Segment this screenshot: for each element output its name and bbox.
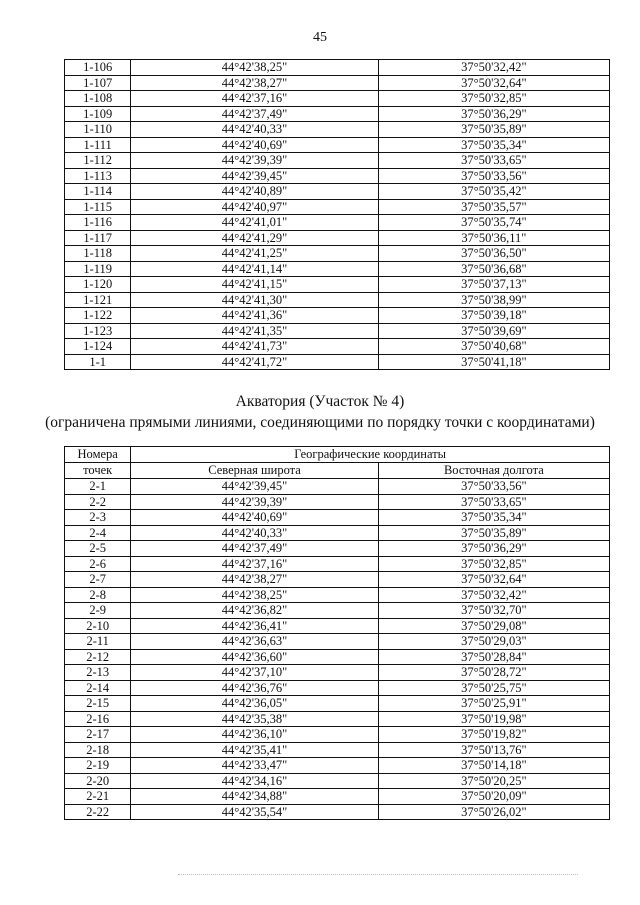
longitude-cell: 37°50'32,85": [378, 556, 609, 572]
table-row: [65, 649, 610, 665]
longitude-cell: 37°50'37,13": [378, 277, 609, 293]
table-row: [65, 665, 610, 681]
point-number-cell: 2-20: [65, 773, 131, 789]
point-number-cell: 1-119: [65, 261, 131, 277]
latitude-cell: 44°42'41,01": [131, 215, 378, 231]
table-row: [65, 184, 610, 200]
longitude-cell: 37°50'20,09": [378, 789, 609, 805]
longitude-cell: 37°50'33,56": [378, 479, 609, 495]
latitude-cell: 44°42'41,35": [131, 323, 378, 339]
longitude-cell: 37°50'32,42": [378, 60, 609, 76]
latitude-cell: 44°42'38,25": [131, 60, 378, 76]
longitude-cell: 37°50'38,99": [378, 292, 609, 308]
longitude-cell: 37°50'33,65": [378, 494, 609, 510]
point-number-cell: 1-115: [65, 199, 131, 215]
point-number-cell: 1-116: [65, 215, 131, 231]
latitude-cell: 44°42'35,38": [131, 711, 378, 727]
longitude-cell: 37°50'36,50": [378, 246, 609, 262]
latitude-cell: 44°42'40,69": [131, 137, 378, 153]
bottom-divider: [178, 874, 578, 875]
latitude-cell: 44°42'39,39": [131, 153, 378, 169]
longitude-cell: 37°50'32,42": [378, 587, 609, 603]
table-row: [65, 60, 610, 76]
longitude-cell: 37°50'36,11": [378, 230, 609, 246]
coordinates-table-1-body: [65, 60, 610, 370]
table-row: [65, 261, 610, 277]
table-row: [65, 556, 610, 572]
table-row: [65, 696, 610, 712]
point-number-cell: 1-106: [65, 60, 131, 76]
longitude-cell: 37°50'13,76": [378, 742, 609, 758]
latitude-cell: 44°42'34,16": [131, 773, 378, 789]
table-row: [65, 680, 610, 696]
latitude-cell: 44°42'36,05": [131, 696, 378, 712]
table-row: [65, 494, 610, 510]
table-row: [65, 153, 610, 169]
latitude-cell: 44°42'36,41": [131, 618, 378, 634]
latitude-cell: 44°42'40,69": [131, 510, 378, 526]
point-number-cell: 2-11: [65, 634, 131, 650]
point-number-cell: 2-13: [65, 665, 131, 681]
longitude-cell: 37°50'32,64": [378, 75, 609, 91]
point-number-cell: 2-1: [65, 479, 131, 495]
point-number-cell: 2-19: [65, 758, 131, 774]
point-number-cell: 1-1: [65, 354, 131, 370]
table-row: [65, 354, 610, 370]
point-number-cell: 2-4: [65, 525, 131, 541]
table-row: [65, 292, 610, 308]
longitude-cell: 37°50'33,56": [378, 168, 609, 184]
point-number-cell: 2-8: [65, 587, 131, 603]
point-number-cell: 2-15: [65, 696, 131, 712]
table-row: [65, 727, 610, 743]
header-number-line1: Номера: [65, 447, 131, 463]
point-number-cell: 1-113: [65, 168, 131, 184]
latitude-cell: 44°42'40,89": [131, 184, 378, 200]
longitude-cell: 37°50'19,98": [378, 711, 609, 727]
latitude-cell: 44°42'35,54": [131, 804, 378, 820]
longitude-cell: 37°50'35,74": [378, 215, 609, 231]
table-row: [65, 246, 610, 262]
page-number: 45: [313, 30, 327, 45]
point-number-cell: 1-109: [65, 106, 131, 122]
longitude-cell: 37°50'35,89": [378, 525, 609, 541]
longitude-cell: 37°50'29,08": [378, 618, 609, 634]
latitude-cell: 44°42'40,97": [131, 199, 378, 215]
longitude-cell: 37°50'35,34": [378, 510, 609, 526]
point-number-cell: 1-121: [65, 292, 131, 308]
longitude-cell: 37°50'35,34": [378, 137, 609, 153]
table-row: [65, 479, 610, 495]
latitude-cell: 44°42'38,27": [131, 75, 378, 91]
longitude-cell: 37°50'32,64": [378, 572, 609, 588]
latitude-cell: 44°42'36,60": [131, 649, 378, 665]
table-row: [65, 618, 610, 634]
latitude-cell: 44°42'41,25": [131, 246, 378, 262]
longitude-cell: 37°50'33,65": [378, 153, 609, 169]
table-row: [65, 541, 610, 557]
latitude-cell: 44°42'37,16": [131, 91, 378, 107]
table-row: [65, 339, 610, 355]
table-row: [65, 106, 610, 122]
longitude-cell: 37°50'36,68": [378, 261, 609, 277]
longitude-cell: 37°50'39,18": [378, 308, 609, 324]
latitude-cell: 44°42'41,14": [131, 261, 378, 277]
section-subtitle: (ограничена прямыми линиями, соединяющими по порядку точки с координатами): [45, 414, 595, 431]
section-title: Акватория (Участок № 4): [235, 393, 405, 410]
longitude-cell: 37°50'32,85": [378, 91, 609, 107]
latitude-cell: 44°42'41,72": [131, 354, 378, 370]
table-row: [65, 758, 610, 774]
latitude-cell: 44°42'41,30": [131, 292, 378, 308]
latitude-cell: 44°42'41,29": [131, 230, 378, 246]
longitude-cell: 37°50'41,18": [378, 354, 609, 370]
latitude-cell: 44°42'34,88": [131, 789, 378, 805]
latitude-cell: 44°42'40,33": [131, 525, 378, 541]
latitude-cell: 44°42'41,73": [131, 339, 378, 355]
point-number-cell: 1-110: [65, 122, 131, 138]
latitude-cell: 44°42'36,10": [131, 727, 378, 743]
table-row: [65, 804, 610, 820]
table-row: [65, 91, 610, 107]
point-number-cell: 2-21: [65, 789, 131, 805]
table-row: [65, 634, 610, 650]
longitude-cell: 37°50'40,68": [378, 339, 609, 355]
longitude-cell: 37°50'25,91": [378, 696, 609, 712]
latitude-cell: 44°42'33,47": [131, 758, 378, 774]
point-number-cell: 2-16: [65, 711, 131, 727]
coordinates-table-2-body: [65, 479, 610, 820]
latitude-cell: 44°42'36,82": [131, 603, 378, 619]
longitude-cell: 37°50'36,29": [378, 541, 609, 557]
longitude-cell: 37°50'35,42": [378, 184, 609, 200]
point-number-cell: 2-7: [65, 572, 131, 588]
longitude-cell: 37°50'25,75": [378, 680, 609, 696]
table-row: [65, 572, 610, 588]
point-number-cell: 1-117: [65, 230, 131, 246]
point-number-cell: 2-22: [65, 804, 131, 820]
latitude-cell: 44°42'36,76": [131, 680, 378, 696]
latitude-cell: 44°42'39,45": [131, 479, 378, 495]
latitude-cell: 44°42'37,49": [131, 541, 378, 557]
header-geo-coordinates: Географические координаты: [131, 447, 610, 463]
point-number-cell: 2-10: [65, 618, 131, 634]
table-row: [65, 742, 610, 758]
point-number-cell: 1-108: [65, 91, 131, 107]
latitude-cell: 44°42'36,63": [131, 634, 378, 650]
table-row: [65, 137, 610, 153]
table-row: [65, 122, 610, 138]
coordinates-table-2-header: [65, 447, 610, 479]
table-row: [65, 510, 610, 526]
point-number-cell: 2-2: [65, 494, 131, 510]
table-row: [65, 323, 610, 339]
coordinates-table-2: [64, 446, 610, 820]
longitude-cell: 37°50'26,02": [378, 804, 609, 820]
table-row: [65, 230, 610, 246]
header-longitude: Восточная долгота: [378, 463, 609, 479]
longitude-cell: 37°50'28,72": [378, 665, 609, 681]
table-row: [65, 199, 610, 215]
longitude-cell: 37°50'28,84": [378, 649, 609, 665]
latitude-cell: 44°42'40,33": [131, 122, 378, 138]
header-number-line2: точек: [65, 463, 131, 479]
point-number-cell: 2-5: [65, 541, 131, 557]
longitude-cell: 37°50'36,29": [378, 106, 609, 122]
point-number-cell: 1-123: [65, 323, 131, 339]
latitude-cell: 44°42'38,27": [131, 572, 378, 588]
longitude-cell: 37°50'35,89": [378, 122, 609, 138]
point-number-cell: 1-111: [65, 137, 131, 153]
point-number-cell: 2-9: [65, 603, 131, 619]
table-row: [65, 587, 610, 603]
point-number-cell: 2-6: [65, 556, 131, 572]
latitude-cell: 44°42'38,25": [131, 587, 378, 603]
latitude-cell: 44°42'37,16": [131, 556, 378, 572]
table-row: [65, 308, 610, 324]
table-row: [65, 603, 610, 619]
longitude-cell: 37°50'29,03": [378, 634, 609, 650]
header-latitude: Северная широта: [131, 463, 378, 479]
point-number-cell: 2-17: [65, 727, 131, 743]
latitude-cell: 44°42'37,49": [131, 106, 378, 122]
latitude-cell: 44°42'41,36": [131, 308, 378, 324]
point-number-cell: 1-120: [65, 277, 131, 293]
point-number-cell: 2-18: [65, 742, 131, 758]
latitude-cell: 44°42'39,39": [131, 494, 378, 510]
table-row: [65, 773, 610, 789]
table-row: [65, 215, 610, 231]
latitude-cell: 44°42'37,10": [131, 665, 378, 681]
point-number-cell: 1-114: [65, 184, 131, 200]
point-number-cell: 1-112: [65, 153, 131, 169]
table-row: [65, 789, 610, 805]
longitude-cell: 37°50'35,57": [378, 199, 609, 215]
point-number-cell: 2-3: [65, 510, 131, 526]
latitude-cell: 44°42'41,15": [131, 277, 378, 293]
longitude-cell: 37°50'32,70": [378, 603, 609, 619]
point-number-cell: 2-14: [65, 680, 131, 696]
longitude-cell: 37°50'14,18": [378, 758, 609, 774]
point-number-cell: 1-118: [65, 246, 131, 262]
longitude-cell: 37°50'39,69": [378, 323, 609, 339]
longitude-cell: 37°50'20,25": [378, 773, 609, 789]
point-number-cell: 2-12: [65, 649, 131, 665]
longitude-cell: 37°50'19,82": [378, 727, 609, 743]
point-number-cell: 1-122: [65, 308, 131, 324]
latitude-cell: 44°42'39,45": [131, 168, 378, 184]
table-row: [65, 168, 610, 184]
coordinates-table-1: [64, 59, 610, 370]
table-row: [65, 525, 610, 541]
point-number-cell: 1-124: [65, 339, 131, 355]
point-number-cell: 1-107: [65, 75, 131, 91]
table-row: [65, 711, 610, 727]
table-row: [65, 277, 610, 293]
table-row: [65, 75, 610, 91]
latitude-cell: 44°42'35,41": [131, 742, 378, 758]
